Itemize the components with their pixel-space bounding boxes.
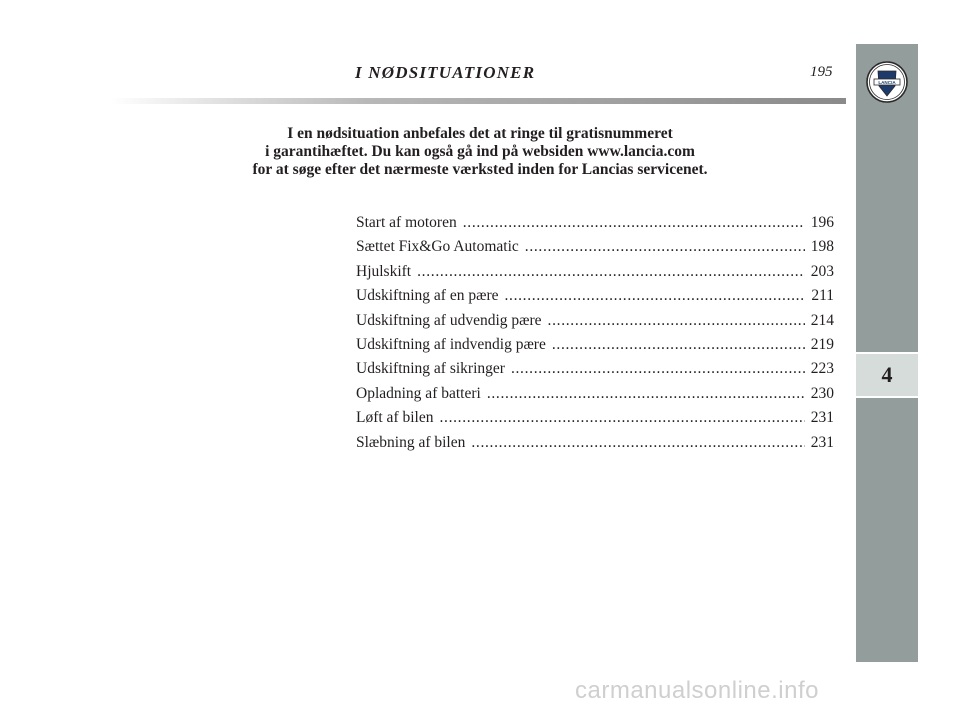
toc-entry-label: Udskiftning af sikringer — [356, 360, 505, 378]
lancia-logo — [856, 44, 918, 119]
logo-text: LANCIA — [878, 79, 896, 85]
toc-entry-page: 231 — [810, 409, 834, 427]
toc-entry-label: Opladning af batteri — [356, 384, 481, 402]
watermark: carmanualsonline.info — [575, 677, 819, 704]
toc-leader-dots — [439, 409, 804, 427]
toc-entry-page: 198 — [810, 238, 834, 256]
toc-leader-dots — [511, 360, 805, 378]
toc-leader-dots — [463, 214, 805, 232]
toc-entry-page: 211 — [811, 287, 834, 305]
chapter-number: 4 — [881, 362, 893, 387]
toc-entry-page: 231 — [810, 433, 834, 451]
toc-leader-dots — [487, 385, 805, 403]
toc-entry-indvendig-paere[interactable] — [356, 336, 834, 360]
chapter-title: I NØDSITUATIONER — [355, 63, 536, 82]
toc-entry-label: Udskiftning af udvendig pære — [356, 311, 542, 329]
chapter-sidebar — [856, 44, 918, 662]
toc-entry-page: 196 — [810, 214, 834, 231]
toc-entry-label: Sættet Fix&Go Automatic — [356, 238, 519, 256]
toc-entry-page: 219 — [810, 335, 834, 353]
toc-entry-label: Hjulskift — [356, 262, 412, 280]
intro-line: i garantihæftet. Du kan også gå ind på websiden www.lancia.com — [265, 143, 695, 160]
toc-entry-label: Løft af bilen — [356, 409, 434, 427]
toc-entry-udvendig-paere[interactable] — [356, 312, 834, 336]
table-of-contents — [356, 214, 834, 458]
page-number: 195 — [810, 64, 833, 80]
intro-line: I en nødsituation anbefales det at ringe til gratisnummeret — [287, 125, 673, 142]
toc-entry-hjulskift[interactable] — [356, 263, 834, 287]
toc-entry-page: 230 — [810, 384, 834, 402]
header-divider — [110, 98, 846, 104]
toc-entry-label: Udskiftning af indvendig pære — [356, 335, 546, 353]
toc-entry-label: Slæbning af bilen — [356, 433, 466, 451]
toc-entry-loeft-bilen[interactable] — [356, 409, 834, 433]
toc-leader-dots — [525, 238, 805, 256]
toc-entry-label: Start af motoren — [356, 214, 457, 231]
toc-leader-dots — [504, 287, 805, 305]
chapter-tab[interactable] — [856, 352, 918, 398]
toc-entry-page: 214 — [810, 311, 834, 329]
toc-entry-start-af-motoren[interactable] — [356, 214, 834, 238]
lancia-shield-icon — [865, 60, 909, 104]
toc-leader-dots — [417, 263, 805, 281]
toc-entry-opladning-batteri[interactable] — [356, 385, 834, 409]
toc-leader-dots — [471, 434, 804, 452]
toc-entry-label: Udskiftning af en pære — [356, 287, 499, 305]
toc-leader-dots — [552, 336, 805, 354]
toc-entry-fix-and-go[interactable] — [356, 238, 834, 262]
toc-entry-sikringer[interactable] — [356, 360, 834, 384]
intro-paragraph — [150, 125, 810, 179]
toc-entry-slaebning-bilen[interactable] — [356, 434, 834, 458]
intro-line: for at søge efter det nærmeste værksted inden for Lancias servicenet. — [252, 161, 708, 178]
toc-entry-udskiftning-paere[interactable] — [356, 287, 834, 311]
toc-leader-dots — [548, 312, 805, 330]
toc-entry-page: 223 — [810, 360, 834, 378]
toc-entry-page: 203 — [810, 262, 834, 280]
